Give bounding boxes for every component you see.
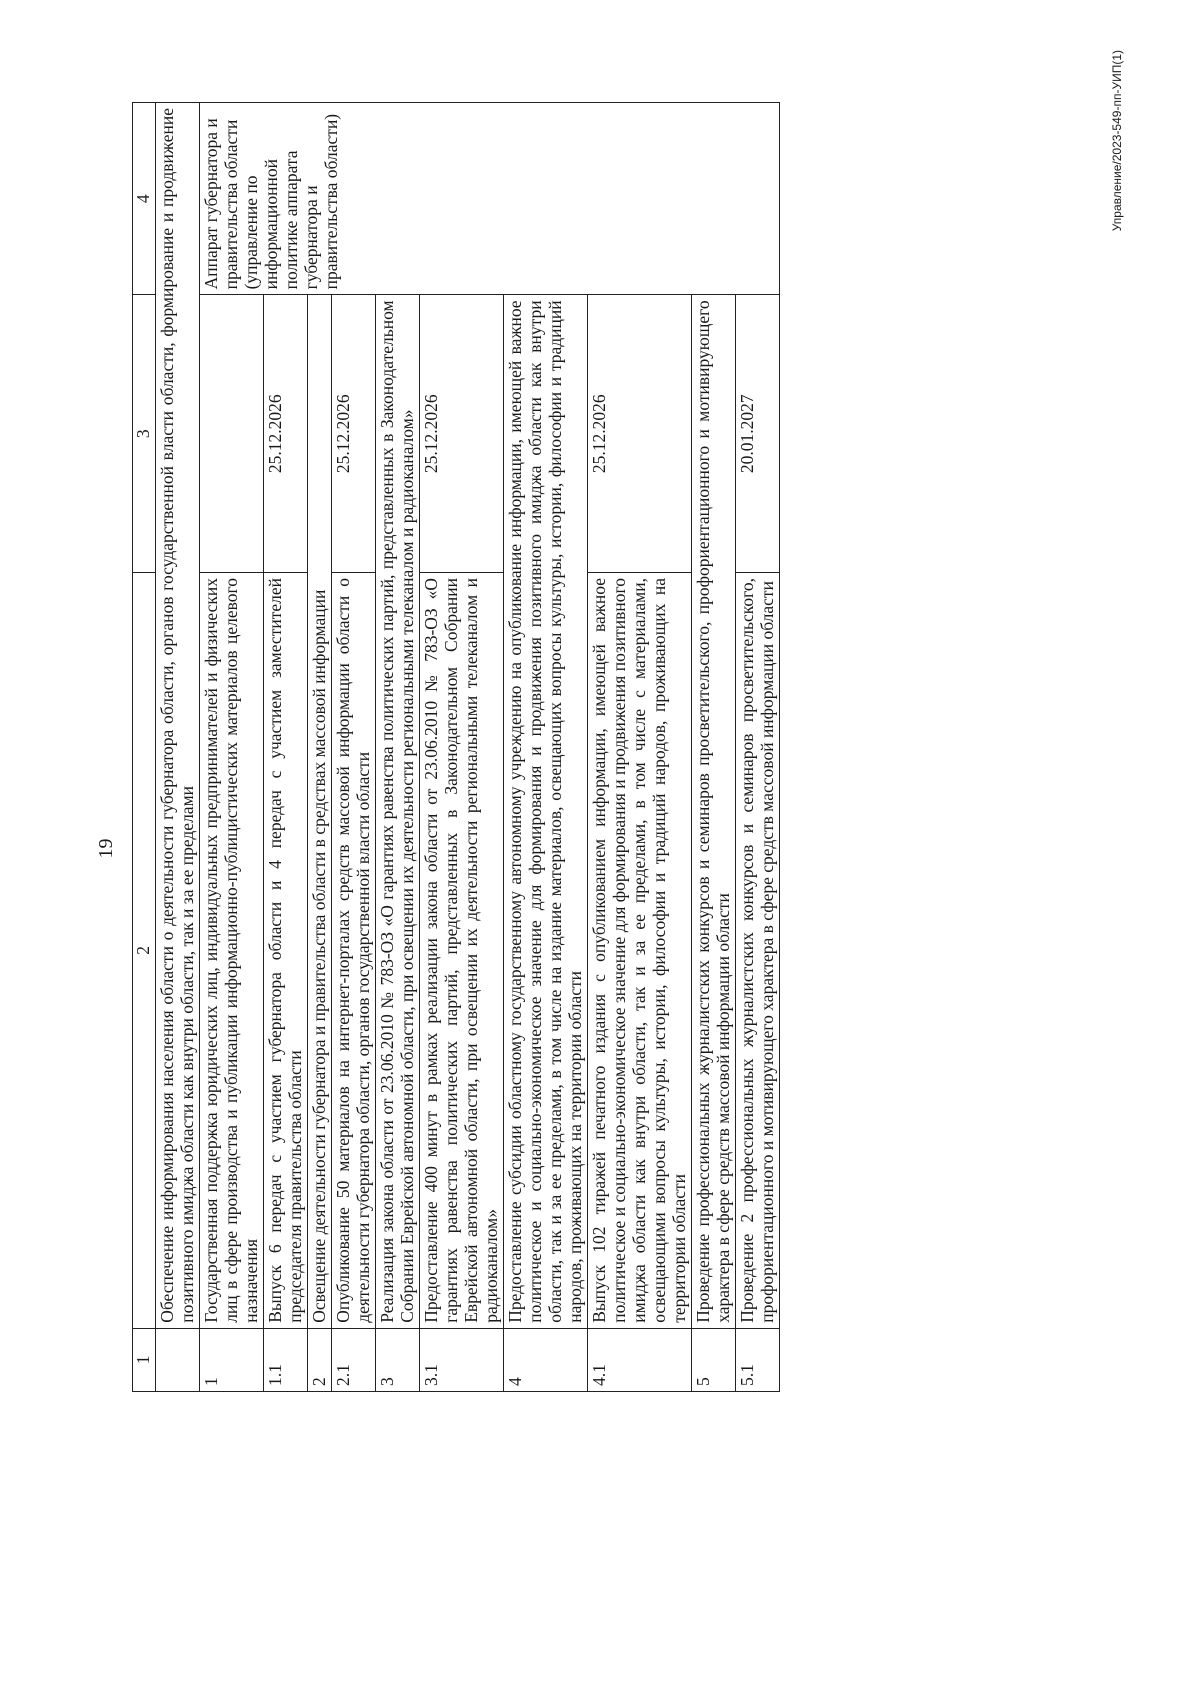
table-row (200, 103, 264, 1392)
due-date: 25.12.2026 (420, 295, 504, 573)
table-row (504, 103, 588, 1392)
due-date: 25.12.2026 (332, 295, 376, 573)
row-number: 1 (200, 1328, 264, 1391)
document-code: Управление/2023-549-пп-УИП(1) (1110, 50, 1124, 232)
table-row (692, 103, 736, 1392)
table-row (332, 103, 376, 1392)
row-number: 3 (376, 1328, 420, 1391)
row-number: 5 (692, 1328, 736, 1391)
row-number: 5.1 (736, 1328, 780, 1391)
table-row (420, 103, 504, 1392)
table-header-row (133, 103, 156, 1392)
section-heading: Предоставление субсидии областному государственному автономному учреждению на опубликование информации, имеющей важное политическое и социально-экономическое значение для формирования и продвижения позитивного имиджа области как внутри области, так и за ее пределами, в том числе на издание материалов, освещающих вопросы культуры, истории, философии и традиций народов, проживающих на территории области (504, 295, 588, 1328)
row-number: 2 (308, 1328, 332, 1391)
header-col-1: 1 (133, 1328, 156, 1391)
activity-description: Государственная поддержка юридических лиц, индивидуальных предпринимателей и физических лиц в сфере производства и публикации информационно-публицистических материалов целевого назначения (200, 573, 264, 1329)
due-date: 20.01.2027 (736, 295, 780, 573)
due-date: 25.12.2026 (264, 295, 308, 573)
activity-description: Выпуск 6 передач с участием губернатора области и 4 передач с участием заместителей председателя правительства области (264, 573, 308, 1329)
activity-description: Выпуск 102 тиражей печатного издания с опубликованием информации, имеющей важное политическое и социально-экономическое значение для формирования и продвижения позитивного имиджа области как внутри области, так и за ее пределами, в том числе с материалами, освещающими вопросы культуры, истории, философии и традиций народов, проживающих на территории области (588, 573, 692, 1329)
responsible-executor: Аппарат губернатора и правительства области (управление по информационной политике аппарата губернатора и правительства области) (200, 103, 780, 295)
row-number: 3.1 (420, 1328, 504, 1391)
activity-description: Проведение 2 профессиональных журналистских конкурсов и семинаров просветительского, профориентационного и мотивирующего характера в сфере средств массовой информации области (736, 573, 780, 1329)
table-row (308, 103, 332, 1392)
section-heading: Реализация закона области от 23.06.2010 № 783-ОЗ «О гарантиях равенства политических партий, представленных в Законодательном Собрании Еврейской автономной области, при освещении их деятельности региональными телеканалом и радиоканалом» (376, 295, 420, 1328)
row-number: 4.1 (588, 1328, 692, 1391)
table-body (156, 103, 780, 1392)
table-row (156, 103, 200, 1392)
measures-table (132, 102, 780, 1392)
header-col-4: 4 (133, 103, 156, 295)
due-date (200, 295, 264, 573)
table-row (264, 103, 308, 1392)
page-number: 19 (95, 838, 117, 859)
activity-description: Опубликование 50 материалов на интернет-порталах средств массовой информации области о деятельности губернатора области, органов государственной власти области (332, 573, 376, 1329)
section-heading: Освещение деятельности губернатора и правительства области в средствах массовой информации (308, 295, 332, 1328)
activity-description: Предоставление 400 минут в рамках реализации закона области от 23.06.2010 № 783-ОЗ «О гарантиях равенства политических партий, представленных в Законодательном Собрании Еврейской автономной области, при освещении их деятельности региональными телеканалом и радиоканалом» (420, 573, 504, 1329)
due-date: 25.12.2026 (588, 295, 692, 573)
header-col-3: 3 (133, 295, 156, 573)
row-number: 2.1 (332, 1328, 376, 1391)
table-row (588, 103, 692, 1392)
header-col-2: 2 (133, 573, 156, 1329)
table-row (376, 103, 420, 1392)
row-number: 1.1 (264, 1328, 308, 1391)
section-heading: Проведение профессиональных журналистских конкурсов и семинаров просветительского, профориентационного и мотивирующего характера в сфере средств массовой информации области (692, 295, 736, 1328)
table-row (736, 103, 780, 1392)
row-number: 4 (504, 1328, 588, 1391)
row-number (156, 1328, 200, 1391)
section-heading: Обеспечение информирования населения области о деятельности губернатора области, органов государственной власти области, формирование и продвижение позитивного имиджа области как внутри области, так и за ее пределами (156, 103, 200, 1329)
